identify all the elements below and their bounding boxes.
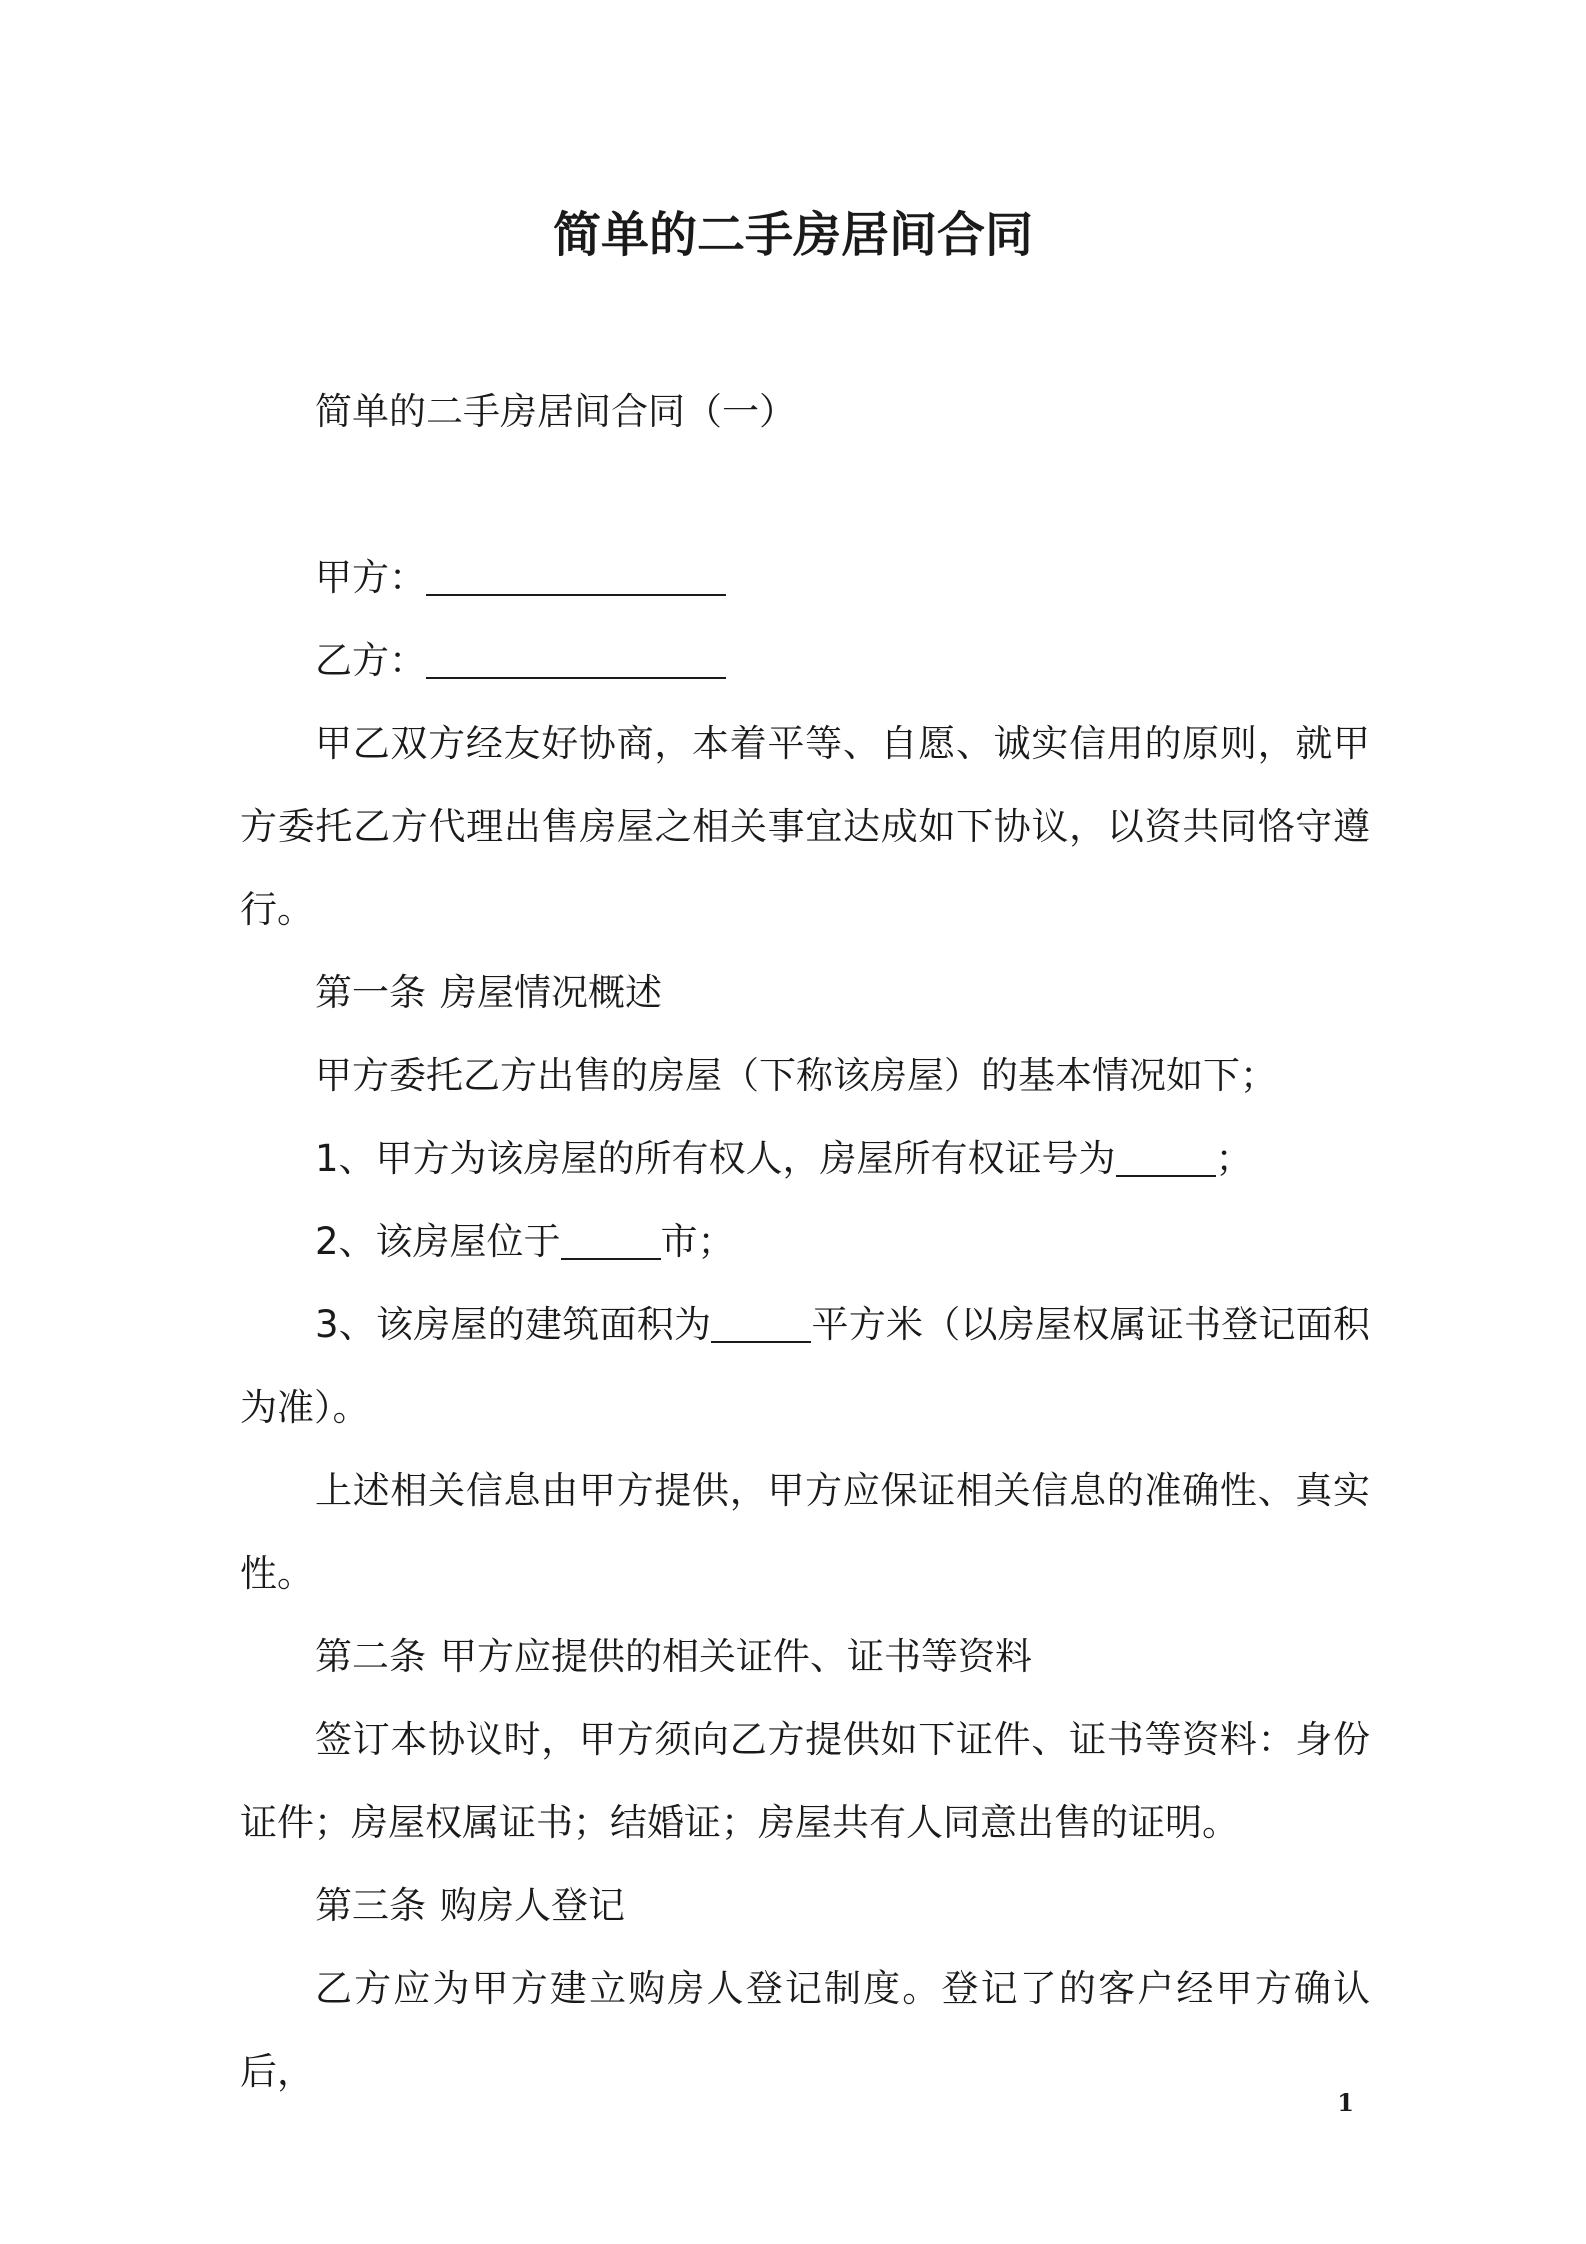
party-a-line [240, 536, 1370, 619]
article-3-title [240, 1864, 1370, 1947]
document-body [240, 370, 1370, 2113]
item-1-end: ； [1215, 1137, 1253, 1180]
certificate-number-blank [1116, 1135, 1216, 1177]
party-a-blank [426, 554, 726, 596]
article-1-item-2 [240, 1200, 1370, 1283]
article-2-number: 第二条 [315, 1635, 426, 1678]
article-1-item-3 [240, 1283, 1370, 1449]
article-1-lead: 甲方委托乙方出售的房屋（下称该房屋）的基本情况如下； [315, 1054, 1277, 1097]
area-blank [711, 1301, 811, 1343]
article-1-note: 上述相关信息由甲方提供，甲方应保证相关信息的准确性、真实性。 [240, 1469, 1370, 1595]
article-1-number: 第一条 [315, 971, 426, 1014]
document-title: 简单的二手房居间合同 [552, 207, 1033, 263]
contract-subtitle: 简单的二手房居间合同（一） [315, 390, 796, 433]
article-2-body: 签订本协议时，甲方须向乙方提供如下证件、证书等资料：身份证件；房屋权属证书；结婚证；房屋共有人同意出售的证明。 [240, 1718, 1370, 1844]
page-number: 1 [1337, 2088, 1354, 2117]
party-b-line [240, 619, 1370, 702]
article-2-title [240, 1615, 1370, 1698]
article-1-title [240, 951, 1370, 1034]
article-2-heading: 甲方应提供的相关证件、证书等资料 [440, 1635, 1032, 1678]
article-3-heading: 购房人登记 [440, 1884, 625, 1927]
party-a-label: 甲方： [315, 556, 426, 599]
item-3-end: 平方米（以房屋权属证书登记面积为准）。 [240, 1303, 1371, 1429]
item-2-end: 市； [660, 1220, 735, 1263]
article-3-number: 第三条 [315, 1884, 426, 1927]
party-b-label: 乙方： [315, 639, 426, 682]
intro-paragraph: 甲乙双方经友好协商，本着平等、自愿、诚实信用的原则，就甲方委托乙方代理出售房屋之相关事宜达成如下协议，以资共同恪守遵行。 [240, 722, 1370, 931]
item-3-text: 3、该房屋的建筑面积为 [315, 1303, 712, 1346]
article-1-item-1 [240, 1117, 1370, 1200]
item-1-text: 1、甲方为该房屋的所有权人，房屋所有权证号为 [315, 1137, 1116, 1180]
article-1-heading: 房屋情况概述 [440, 971, 662, 1014]
city-blank [561, 1218, 661, 1260]
party-b-blank [426, 637, 726, 679]
article-3-body: 乙方应为甲方建立购房人登记制度。登记了的客户经甲方确认后， [240, 1967, 1370, 2093]
item-2-text: 2、该房屋位于 [315, 1220, 561, 1263]
